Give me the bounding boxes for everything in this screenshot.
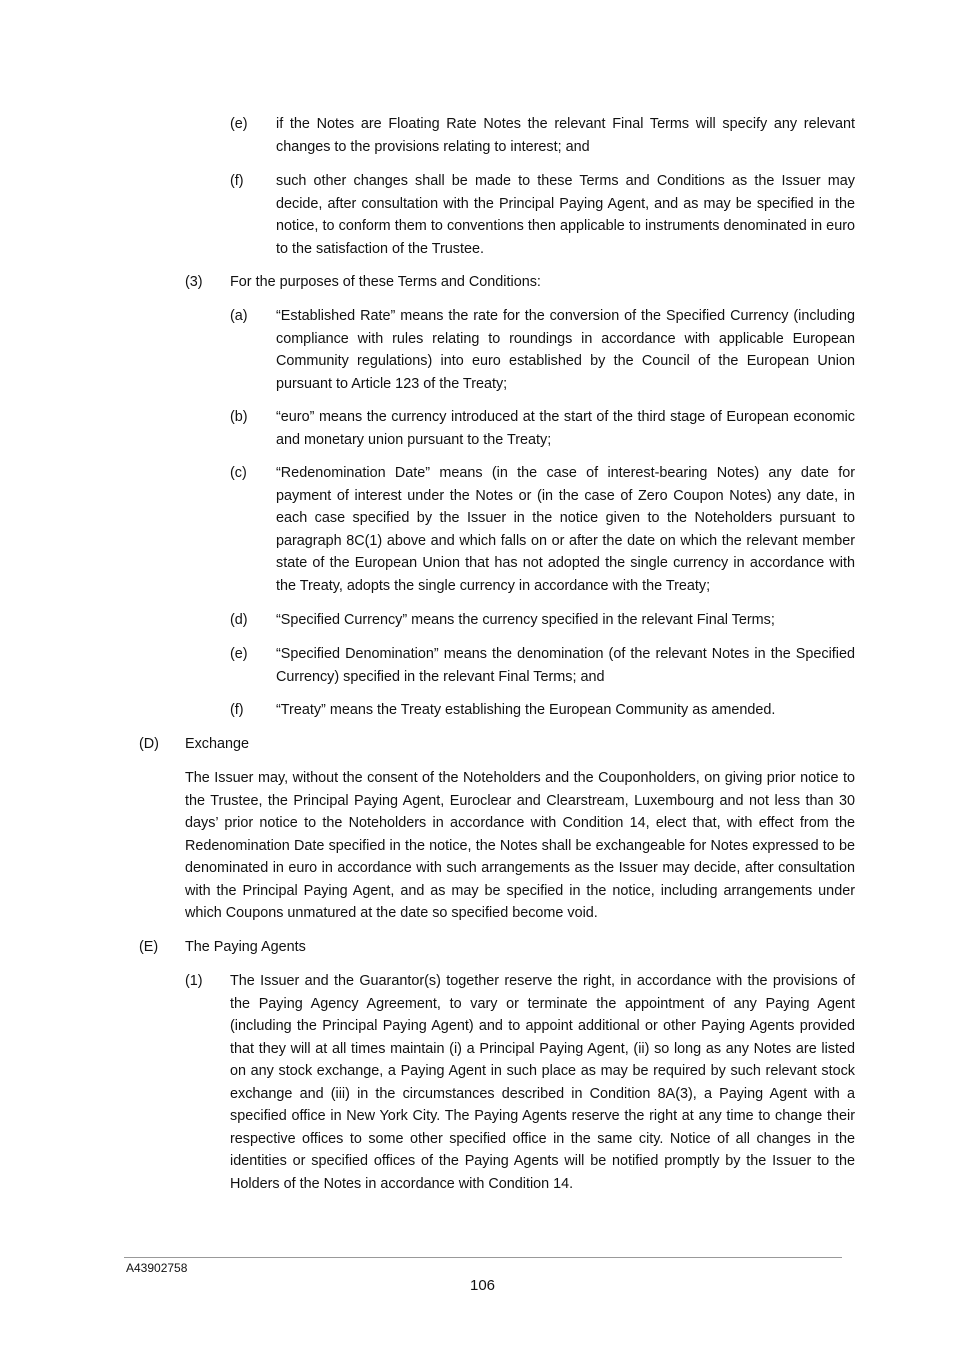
clause-e-floating-rate <box>230 113 855 158</box>
definition-redenomination-date <box>230 462 855 597</box>
section-title: The Paying Agents <box>185 939 306 955</box>
section-label: (E) <box>139 939 159 955</box>
section-e-paying-agents-heading <box>139 936 855 959</box>
clause-text: such other changes shall be made to these Terms and Conditions as the Issuer may decide, after consultation with the Principal Paying Agent, and as may be specified in the notice, to conform them to conventions then applicable to instruments denominated in euro to the satisfaction of the Trustee. <box>276 173 855 257</box>
clause-1-paying-agents <box>185 970 855 1195</box>
definition-specified-denomination <box>230 643 855 688</box>
document-reference: A43902758 <box>126 1261 188 1275</box>
definition-euro <box>230 406 855 451</box>
clause-text: “Specified Currency” means the currency specified in the relevant Final Terms; <box>276 612 775 628</box>
clause-label: (a) <box>230 308 248 324</box>
clause-text: “Redenomination Date” means (in the case of interest-bearing Notes) any date for payment of interest under the Notes or (in the case of Zero Coupon Notes) any date, in each case specified by the Issuer in the notice given to the Noteholders pursuant to paragraph 8C(1) above and which falls on or after the date on which the relevant member state of the European Union that has not adopted the single currency in accordance with the Treaty, adopts the single currency in accordance with the Treaty; <box>276 465 855 594</box>
section-d-body: The Issuer may, without the consent of the Noteholders and the Couponholders, on giving prior notice to the Trustee, the Principal Paying Agent, Euroclear and Clearstream, Luxembourg and not less than 30 days’ prior notice to the Noteholders in accordance with Condition 14, elect that, with effect from the Redenomination Date specified in the notice, the Notes shall be exchangeable for Notes expressed to be denominated in euro in accordance with such arrangements as the Issuer may decide, after consultation with the Principal Paying Agent, and as may be specified in the notice, including arrangements under which Coupons unmatured at the date so specified become void. <box>185 770 855 921</box>
clause-3-purposes <box>185 271 855 294</box>
clause-label: (f) <box>230 702 244 718</box>
clause-text: “Specified Denomination” means the denomination (of the relevant Notes in the Specified Currency) specified in the relevant Final Terms; and <box>276 646 855 685</box>
definition-established-rate <box>230 305 855 395</box>
definition-specified-currency <box>230 609 855 632</box>
clause-label: (c) <box>230 465 247 481</box>
clause-label: (e) <box>230 646 248 662</box>
clause-label: (3) <box>185 274 203 290</box>
clause-text: “euro” means the currency introduced at the start of the third stage of European economic and monetary union pursuant to the Treaty; <box>276 409 855 448</box>
clause-label: (d) <box>230 612 248 628</box>
clause-text: “Established Rate” means the rate for the conversion of the Specified Currency (including compliance with rules relating to roundings in accordance with applicable European Community regulations) into euro established by the Council of the European Union pursuant to Article 123 of the Treaty; <box>276 308 855 392</box>
section-label: (D) <box>139 736 159 752</box>
section-title: Exchange <box>185 736 250 752</box>
clause-text: For the purposes of these Terms and Conditions: <box>230 274 541 290</box>
clause-label: (b) <box>230 409 248 425</box>
clause-label: (e) <box>230 116 248 132</box>
clause-label: (f) <box>230 173 244 189</box>
definition-treaty <box>230 699 855 722</box>
clause-text: The Issuer and the Guarantor(s) together reserve the right, in accordance with the provisions of the Paying Agency Agreement, to vary or terminate the appointment of any Paying Agent (including the Principal Paying Agent) and to appoint additional or other Paying Agents provided that they will at all times maintain (i) a Principal Paying Agent, (ii) so long as any Notes are listed on any stock exchange, a Paying Agent in such place as may be required by such relevant stock exchange and (iii) in the circumstances described in Condition 8A(3), a Paying Agent with a specified office in New York City. The Paying Agents reserve the right at any time to change their respective offices to some other specified office in the same city. Notice of all changes in the identities or specified offices of the Paying Agents will be notified promptly by the Issuer to the Holders of the Notes in accordance with Condition 14. <box>230 973 855 1192</box>
clause-f-other-changes <box>230 170 855 260</box>
footer-divider <box>124 1257 842 1258</box>
page-number: 106 <box>469 1277 496 1294</box>
section-d-exchange-heading <box>139 733 855 756</box>
clause-text: “Treaty” means the Treaty establishing the European Community as amended. <box>276 702 776 718</box>
clause-text: if the Notes are Floating Rate Notes the relevant Final Terms will specify any relevant changes to the provisions relating to interest; and <box>276 116 855 155</box>
clause-label: (1) <box>185 973 203 989</box>
